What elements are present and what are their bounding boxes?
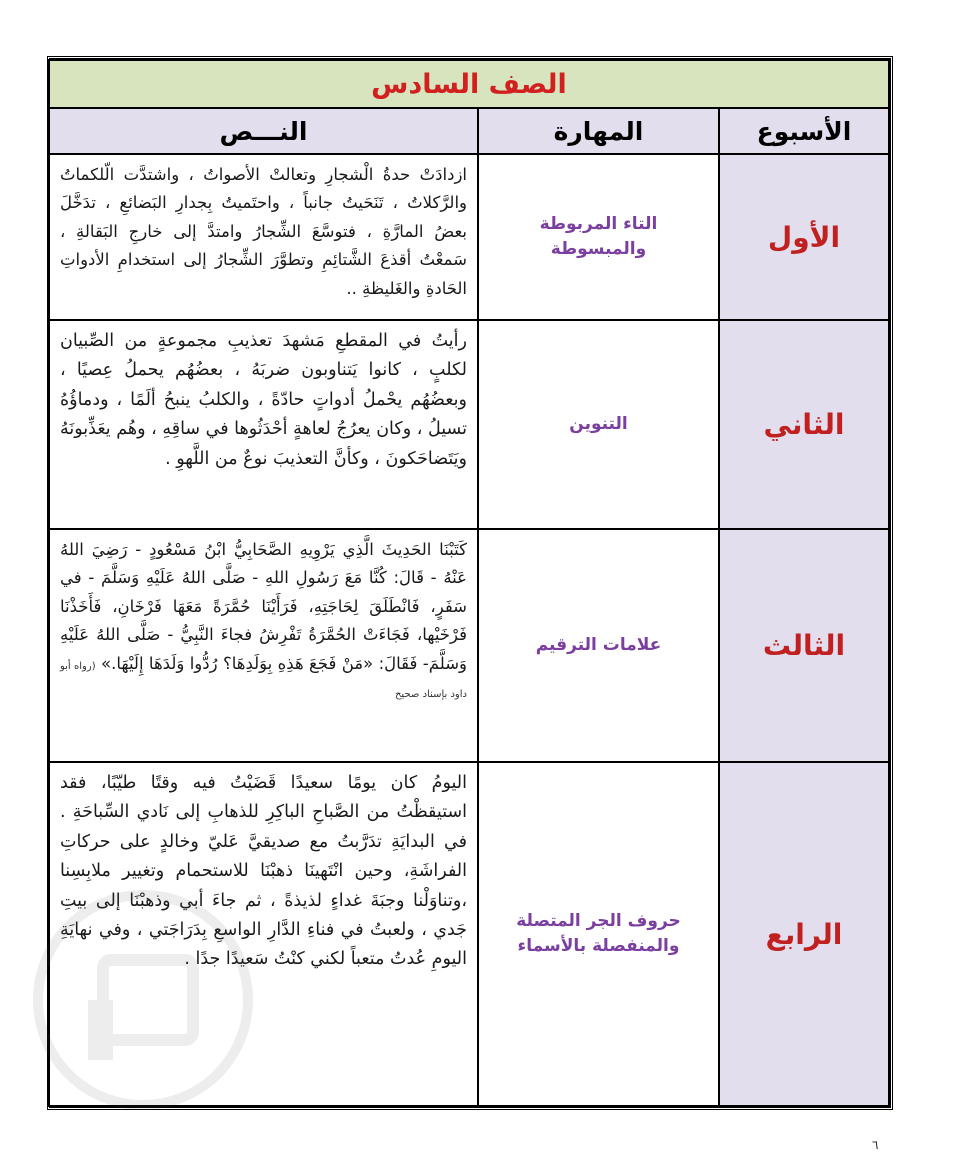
grade-title: الصف السادس [49, 60, 889, 108]
skill-cell: التنوين [478, 320, 719, 529]
page-number: ٦ [872, 1138, 879, 1152]
header-week: الأسبوع [719, 108, 889, 154]
week-cell: الأول [719, 154, 889, 320]
source-note: (رواه أبو داود بإسناد صحيح [59, 660, 467, 700]
table-row [49, 154, 889, 320]
header-text: النـــص [49, 108, 478, 154]
week-cell: الثالث [719, 529, 889, 762]
week-cell: الرابع [719, 762, 889, 1106]
title-row [49, 60, 889, 108]
lesson-plan-page [47, 56, 893, 1110]
hadith-text: كَتَبْنَا الحَدِيثَ الَّذِي يَرْوِيهِ الصَّحَابِيُّ ابْنُ مَسْعُودٍ - رَضِيَ اللهُ عَنْهُ - قَالَ: كُنَّا مَعَ رَسُولِ اللهِ - صَلَّى اللهُ عَلَيْهِ وَسَلَّمَ - في سَفَرٍ، فَانْطَلَقَ لِحَاجَتِهِ، فَرَأَيْنَا حُمَّرَةً مَعَهَا فَرْخَانِ، فَأَخَذْنَا فَرْخَيْها، فَجَاءَتْ الحُمَّرَةُ تَفْرِشُ فجاءَ النَّبِيُّ - صَلَّى اللهُ عَلَيْهِ وَسَلَّمَ- فَقَالَ: «مَنْ فَجَعَ هَذِهِ بِوَلَدِهَا؟ رُدُّوا وَلَدَهَا إِلَيْهَا.» [59, 540, 467, 673]
skill-cell: التاء المربوطة والمبسوطة [478, 154, 719, 320]
skill-cell: حروف الجر المتصلة والمنفصلة بالأسماء [478, 762, 719, 1106]
text-cell: ازدادَتْ حدةُ الْشجارِ وتعالتْ الأصواتُ ، واشتدَّت الّلكماتُ والرَّكلاتُ ، تَنَحَيتُ جانباً ، واحتَميتُ بِجدارِ البَضائعِ ، تدَخَّلَ بعضُ المارَّةِ ، فتوسَّعَ الشِّجارُ وامتدَّ إلى خارجِ البَقالةِ ، سَمعْتُ أقذعَ الشَّتائِمِ وتطوَّرَ الشِّجارُ إلى استخدامِ الأدواتِ الحَادةِ والغَليظةِ .. [49, 154, 478, 320]
week-cell: الثاني [719, 320, 889, 529]
text-cell [49, 529, 478, 762]
table-row [49, 762, 889, 1106]
table-row [49, 529, 889, 762]
text-cell: اليومُ كان يومًا سعيدًا قَضَيْتُ فيه وقتًا طيّبًا، فقد استيقظْتُ من الصَّباحِ الباكِرِ للذهابِ إلى نَادي السِّباحَةِ . في البدايَةِ تدَرَّبتُ مع صديقيَّ عَليّ وخالدٍ على حركاتِ الفراشَةِ، وحين انْتَهينَا ذهبْنَا للاستحمام وتغيير ملابِسِنا ،وتناوَلْنا وجبَةَ غداءٍ لذيذةً ، ثم جاءَ أبي وذهبْنَا إلى بيتِ جَدي ، ولعبتُ في فناءِ الدَّارِ الواسعِ بِدَرَاجَتي ، وفي نهايَةِ اليومِ عُدتُ متعباً لكني كنْتُ سَعيدًا جدًا . [49, 762, 478, 1106]
header-row [49, 108, 889, 154]
table-row [49, 320, 889, 529]
lesson-plan-table [48, 59, 890, 1107]
text-cell: رأيتُ في المقطعِ مَشهدَ تعذيبِ مجموعةٍ من الصِّبيان لكلبٍ ، كانوا يَتناوبون ضربَهُ ، بعضُهُم يحملُ عِصيًا ، وبعضُهُم يحْملُ أدواتٍ حادّةً ، والكلبُ ينبحُ ألَمًا ، ودماؤُهُ تسيلُ ، وكان يعرُجُ لعاهةٍ أحْدَثُوها في ساقِهِ ، وهُم يعَذِّبونَهُ ويَتَضاحَكونَ ، وكأنَّ التعذيبَ نوعٌ من اللَّهوِ . [49, 320, 478, 529]
header-skill: المهارة [478, 108, 719, 154]
skill-cell: علامات الترقيم [478, 529, 719, 762]
